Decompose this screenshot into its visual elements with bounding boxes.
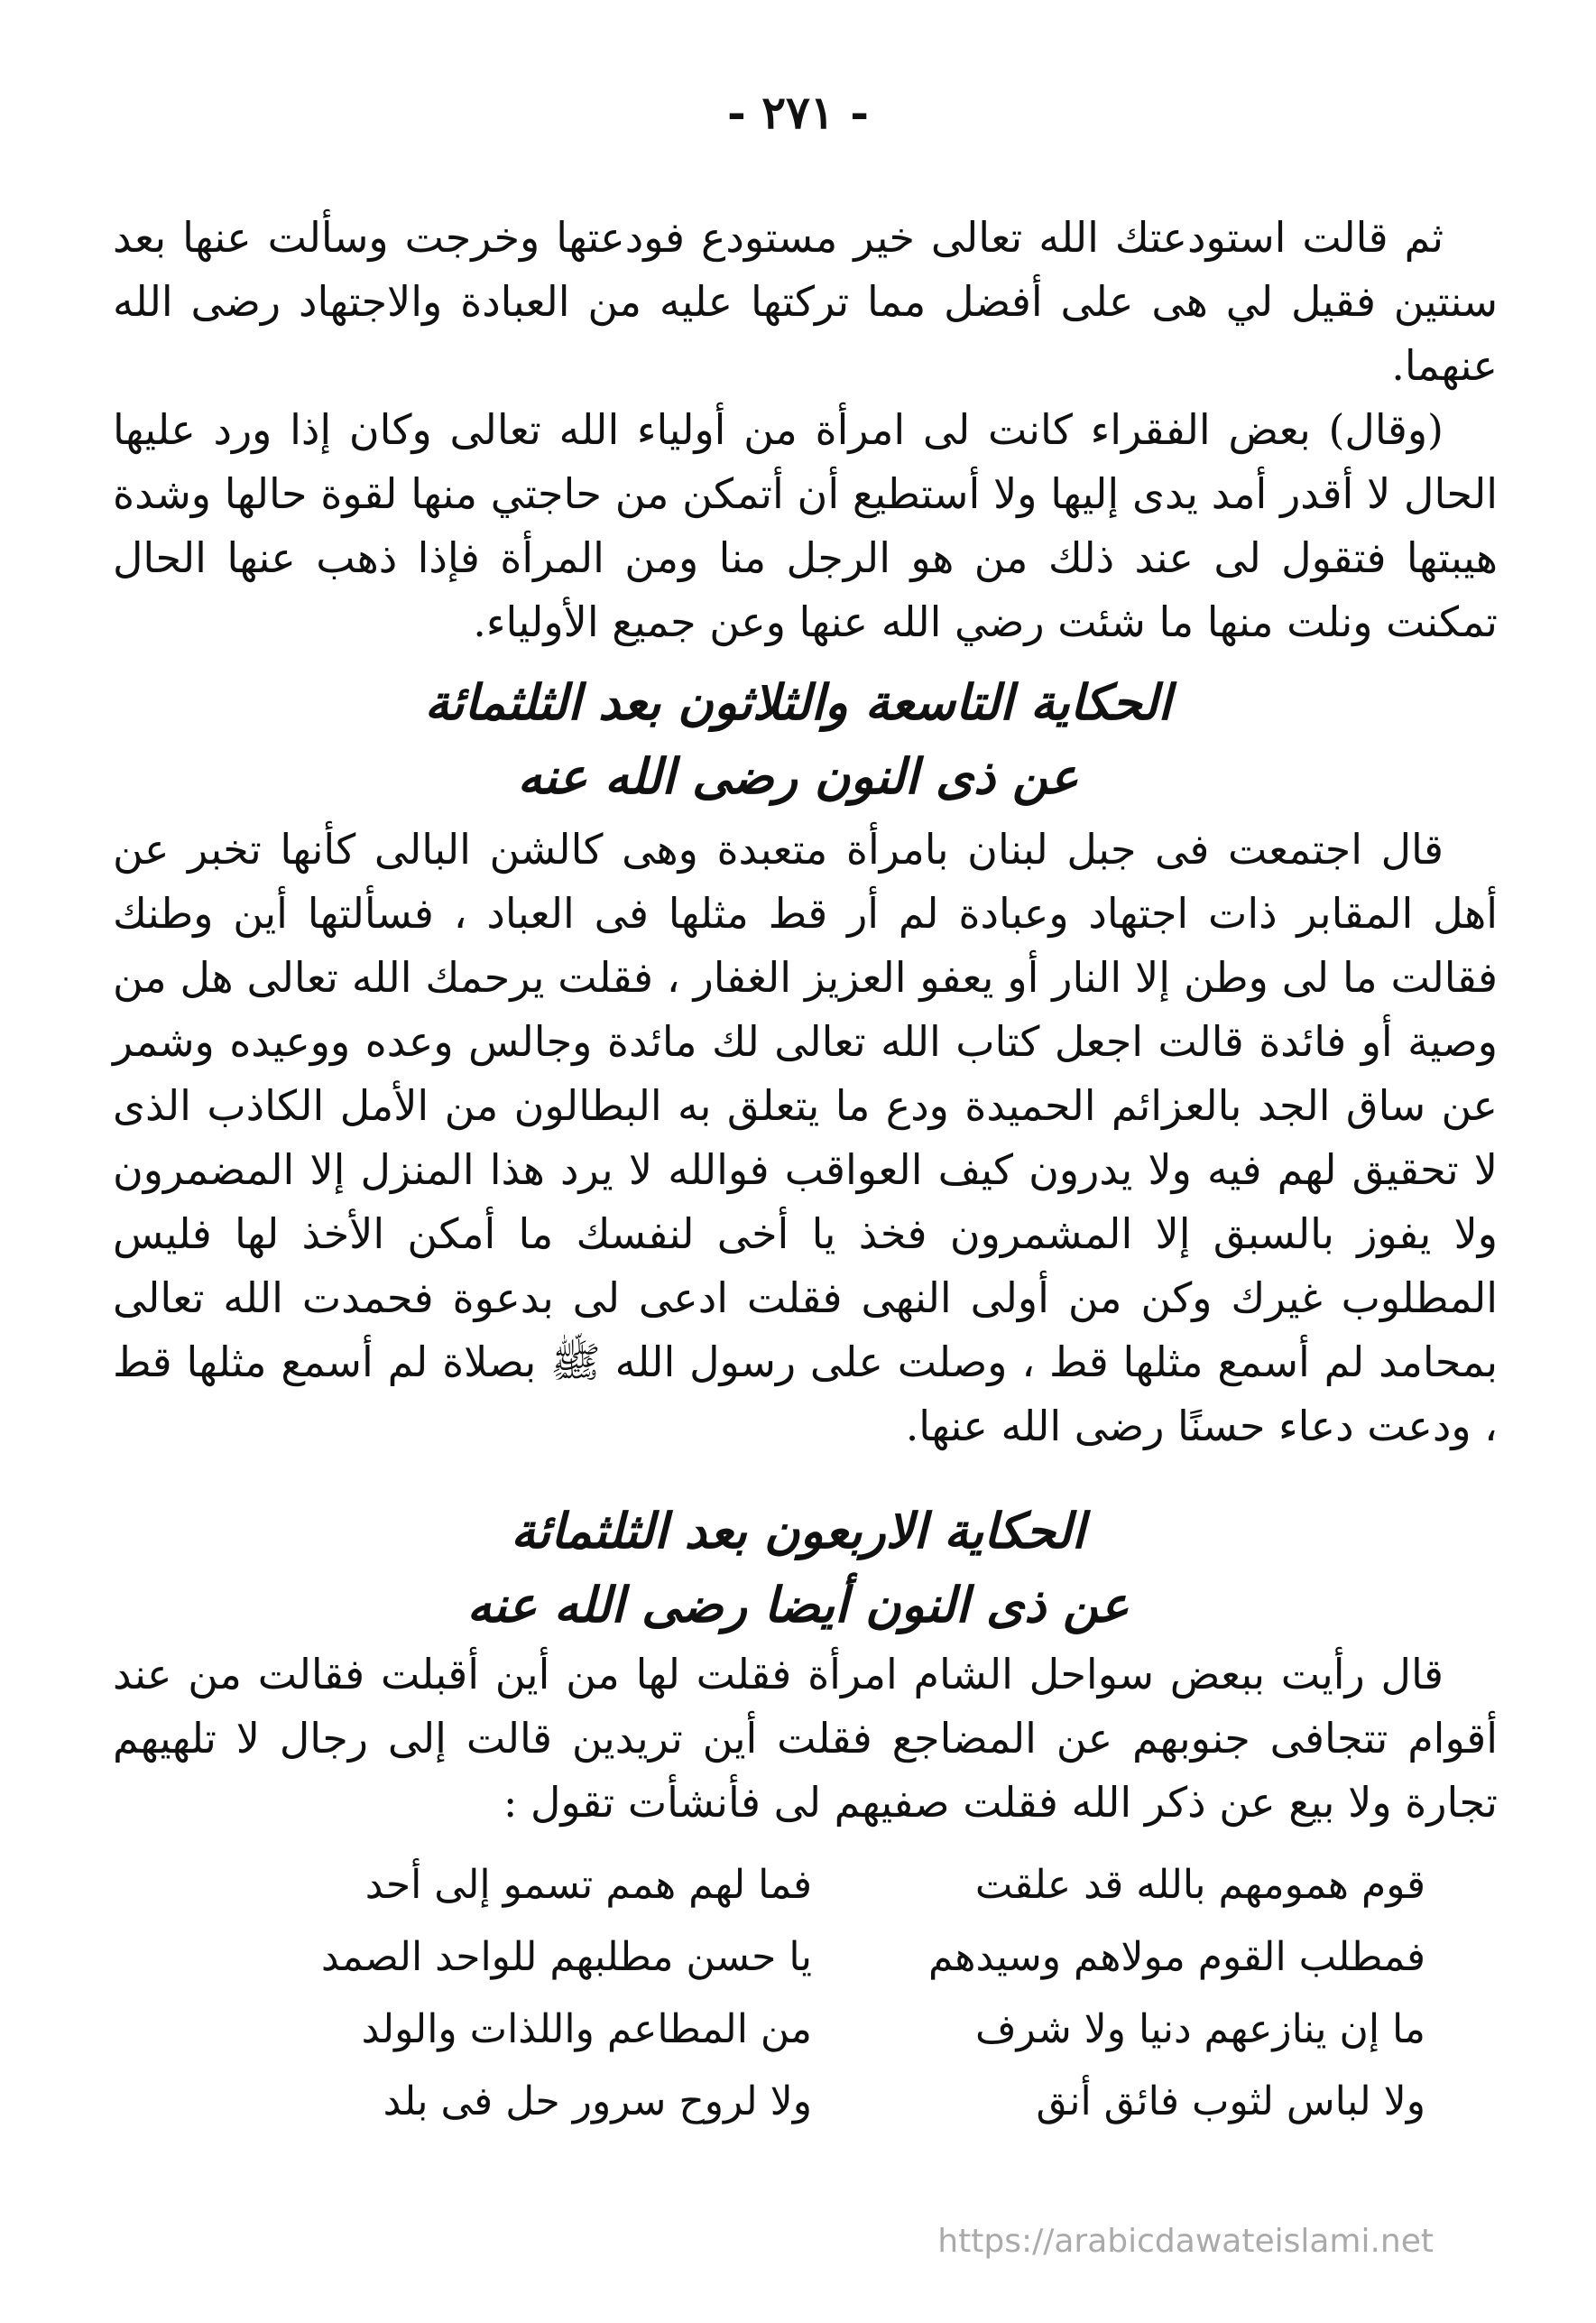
story-40-text bbox=[113, 1643, 1498, 1835]
story-40-title: الحكاية الاربعون بعد الثلثمائة bbox=[511, 1503, 1085, 1559]
poem-first-hemistich: فمطلب القوم مولاهم وسيدهم bbox=[927, 1933, 1425, 1980]
watermark: https://arabicdawateislami.net bbox=[937, 2223, 1434, 2260]
story-39-text bbox=[113, 818, 1498, 1458]
poem-verse bbox=[198, 1920, 1425, 1993]
story-39-subtitle: عن ذى النون رضى الله عنه bbox=[517, 748, 1079, 805]
paragraph-faqir-wife: (وقال) بعض الفقراء كانت لى امرأة من أولياء الله تعالى وكان إذا ورد عليها الحال لا أقدر أمد يدى إليها ولا أستطيع أن أتمكن من حاجتي منها لقوة حالها وشدة هيبتها فتقول لى عند ذلك من هو الرجل منا ومن المرأة فإذا ذهب عنها الحال تمكنت ونلت منها ما شئت رضي الله عنها وعن جميع الأولياء. bbox=[113, 405, 1498, 646]
poem-first-hemistich: قوم همومهم بالله قد علقت bbox=[974, 1861, 1425, 1908]
paragraph-sham-woman: قال رأيت ببعض سواحل الشام امرأة فقلت لها من أين أقبلت فقالت من عند أقوام تتجافى جنوبهم عن المضاجع فقلت أين تريدين قالت إلى رجال لا تلهيهم تجارة ولا بيع عن ذكر الله فقلت صفيهم لى فأنشأت تقول : bbox=[113, 1650, 1498, 1827]
story-40-subtitle: عن ذى النون أيضا رضى الله عنه bbox=[466, 1577, 1130, 1634]
page-number: - ٢٧١ - bbox=[727, 86, 869, 139]
poem-verse bbox=[198, 1993, 1425, 2065]
poem-verse bbox=[198, 1848, 1425, 1920]
poem-first-hemistich: ولا لباس لثوب فائق أنق bbox=[1036, 2078, 1425, 2124]
paragraph-lebanon-woman: قال اجتمعت فى جبل لبنان بامرأة متعبدة وهى كالشن البالى كأنها تخبر عن أهل المقابر ذات اجتهاد وعبادة لم أر قط مثلها فى العباد ، فسألتها أين وطنك فقالت ما لى وطن إلا النار أو يعفو العزيز الغفار ، فقلت يرحمك الله تعالى هل من وصية أو فائدة قالت اجعل كتاب الله تعالى لك مائدة وجالس وعده ووعيده وشمر عن ساق الجد بالعزائم الحميدة ودع ما يتعلق به البطالون من الأمل الكاذب الذى لا تحقيق لهم فيه ولا يدرون كيف العواقب فوالله لا يرد هذا المنزل إلا المضمرون ولا يفوز بالسبق إلا المشمرون فخذ يا أخى لنفسك ما أمكن الأخذ لها فليس المطلوب غيرك وكن من أولى النهى فقلت ادعى لى بدعوة فحمدت الله تعالى بمحامد لم أسمع مثلها قط ، وصلت على رسول الله ﷺ بصلاة لم أسمع مثلها قط ، ودعت دعاء حسنًا رضى الله عنها. bbox=[113, 825, 1498, 1450]
section-1-text bbox=[113, 206, 1498, 654]
poem-second-hemistich: ولا لروح سرور حل فى بلد bbox=[383, 2078, 812, 2124]
story-39-title: الحكاية التاسعة والثلاثون بعد الثلثمائة bbox=[424, 674, 1172, 731]
poem bbox=[198, 1848, 1425, 2137]
poem-verse bbox=[198, 2065, 1425, 2137]
poem-second-hemistich: يا حسن مطلبهم للواحد الصمد bbox=[320, 1933, 812, 1980]
poem-second-hemistich: فما لهم همم تسمو إلى أحد bbox=[364, 1861, 812, 1908]
poem-first-hemistich: ما إن ينازعهم دنيا ولا شرف bbox=[974, 2005, 1425, 2052]
paragraph-farewell: ثم قالت استودعتك الله تعالى خير مستودع فودعتها وخرجت وسألت عنها بعد سنتين فقيل لي هى على أفضل مما تركتها عليه من العبادة والاجتهاد رضى الله عنهما. bbox=[113, 213, 1498, 390]
poem-second-hemistich: من المطاعم واللذات والولد bbox=[361, 2005, 812, 2052]
